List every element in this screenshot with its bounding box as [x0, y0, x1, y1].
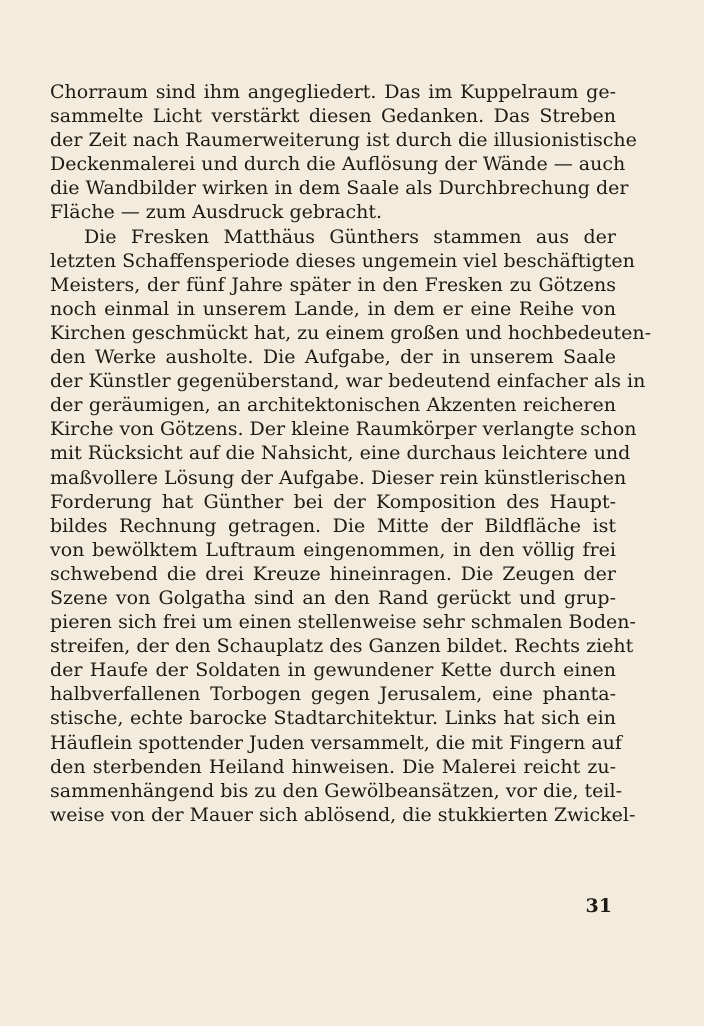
text-line: stische, echte barocke Stadtarchitektur. Links hat sich ein — [50, 707, 616, 730]
text-line: den Werke ausholte. Die Aufgabe, der in unserem Saale — [50, 346, 616, 369]
text-line: Kirchen geschmückt hat, zu einem großen und hochbedeuten- — [50, 321, 652, 344]
page-number: 31 — [585, 895, 612, 917]
text-line: streifen, der den Schauplatz des Ganzen bildet. Rechts zieht — [50, 635, 634, 658]
text-line: noch einmal in unserem Lande, in dem er eine Reihe von — [50, 297, 616, 320]
text-line: bildes Rechnung getragen. Die Mitte der Bildfläche ist — [50, 514, 616, 537]
text-line: schwebend die drei Kreuze hineinragen. Die Zeugen der — [50, 562, 616, 585]
text-line: der Künstler gegenüberstand, war bedeutend einfacher als in — [50, 370, 646, 393]
text-line: pieren sich frei um einen stellenweise sehr schmalen Boden- — [50, 611, 636, 634]
text-line: Szene von Golgatha sind an den Rand gerückt und grup- — [50, 586, 616, 609]
paragraph-end-line: Fläche — zum Ausdruck gebracht. — [50, 201, 383, 224]
text-line: mit Rücksicht auf die Nahsicht, eine durchaus leichtere und — [50, 442, 631, 465]
text-line: den sterbenden Heiland hinweisen. Die Malerei reicht zu- — [50, 755, 616, 778]
text-line: die Wandbilder wirken in dem Saale als Durchbrechung der — [50, 177, 629, 200]
text-line: von bewölktem Luftraum eingenommen, in den völlig frei — [50, 538, 616, 561]
text-line: Kirche von Götzens. Der kleine Raumkörper verlangte schon — [50, 418, 637, 441]
text-line: sammelte Licht verstärkt diesen Gedanken. Das Streben — [50, 105, 616, 128]
text-line: weise von der Mauer sich ablösend, die stukkierten Zwickel- — [50, 803, 636, 826]
text-line: letzten Schaffensperiode dieses ungemein viel beschäftigten — [50, 249, 635, 272]
text-line: Häuflein spottender Juden versammelt, die mit Fingern auf — [50, 731, 622, 754]
text-line: Deckenmalerei und durch die Auflösung der Wände — auch — [50, 153, 626, 176]
text-line: Forderung hat Günther bei der Komposition des Haupt- — [50, 490, 616, 513]
text-line: maßvollere Lösung der Aufgabe. Dieser rein künstlerischen — [50, 466, 627, 489]
text-line: der Zeit nach Raumerweiterung ist durch die illusionistische — [50, 129, 637, 152]
text-line: der geräumigen, an architektonischen Akzenten reicheren — [50, 394, 616, 417]
text-line: halbverfallenen Torbogen gegen Jerusalem, eine phanta- — [50, 683, 616, 706]
body-text — [50, 80, 652, 827]
text-line: der Haufe der Soldaten in gewundener Kette durch einen — [50, 659, 616, 682]
text-line: sammenhängend bis zu den Gewölbeansätzen, vor die, teil- — [50, 779, 623, 802]
paragraph-start-line: Die Fresken Matthäus Günthers stammen aus der — [84, 225, 616, 248]
text-line: Meisters, der fünf Jahre später in den Fresken zu Götzens — [50, 273, 616, 296]
text-line: Chorraum sind ihm angegliedert. Das im Kuppelraum ge- — [50, 81, 616, 103]
